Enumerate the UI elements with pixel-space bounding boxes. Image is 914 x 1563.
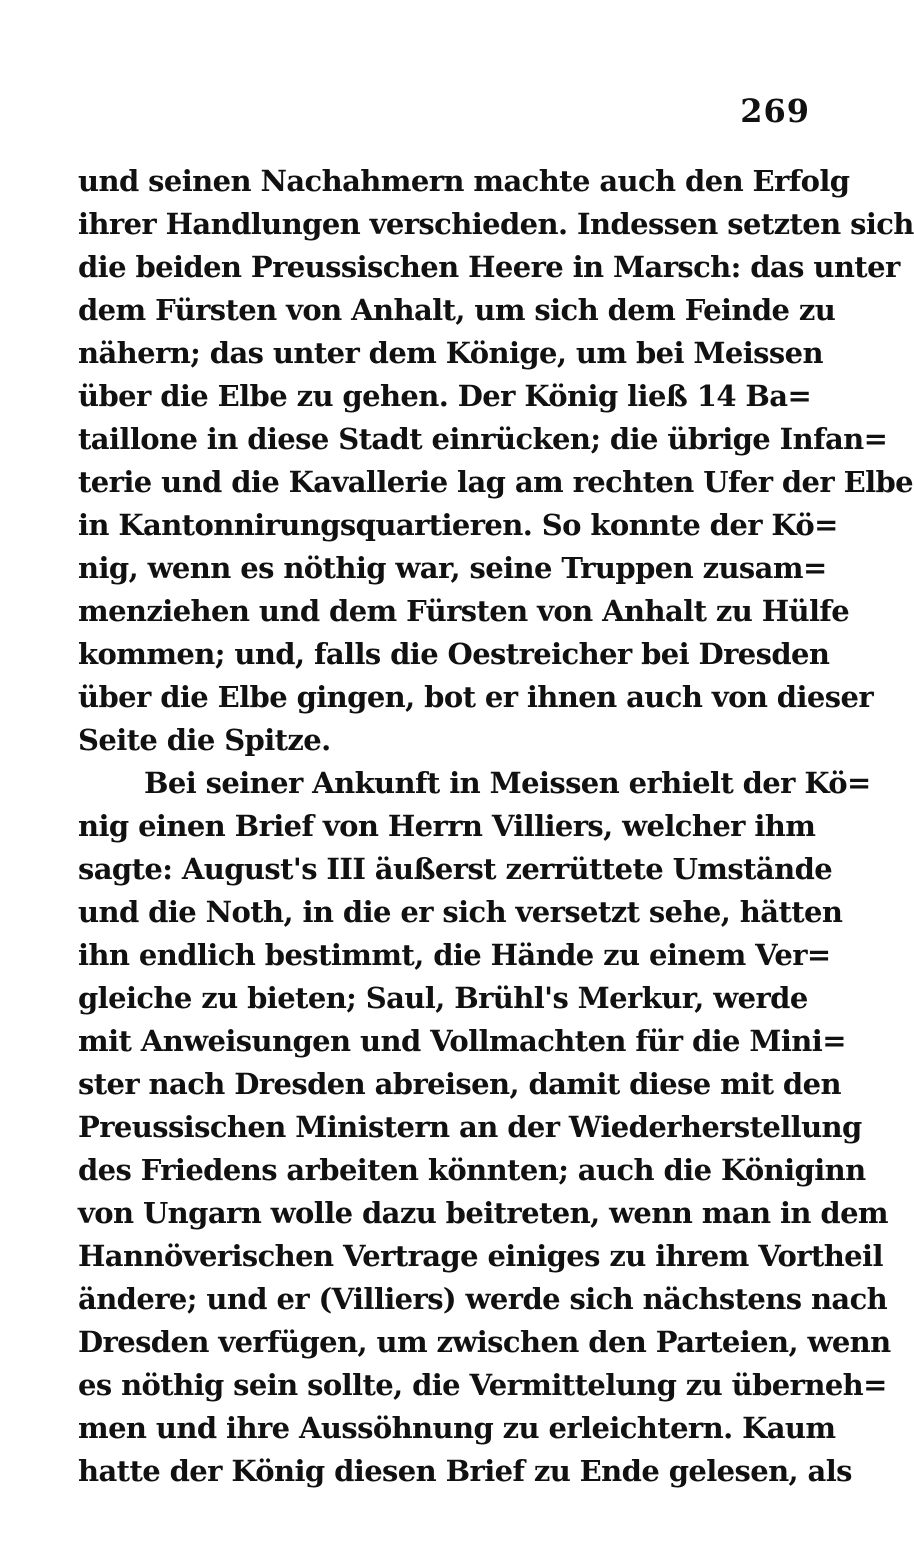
text-line: mit Anweisungen und Vollmachten für die Mini= bbox=[78, 1024, 846, 1058]
body-text bbox=[78, 160, 914, 1493]
text-line: menziehen und dem Fürsten von Anhalt zu Hülfe bbox=[78, 594, 850, 628]
text-line: nähern; das unter dem Könige, um bei Meissen bbox=[78, 336, 823, 370]
text-line: es nöthig sein sollte, die Vermittelung zu überneh= bbox=[78, 1368, 887, 1402]
text-line: taillone in diese Stadt einrücken; die übrige Infan= bbox=[78, 422, 888, 456]
text-line: Hannöverischen Vertrage einiges zu ihrem Vortheil bbox=[78, 1239, 883, 1273]
text-line: Seite die Spitze. bbox=[78, 723, 331, 757]
text-line: ihrer Handlungen verschieden. Indessen setzten sich bbox=[78, 207, 914, 241]
page-number: 269 bbox=[740, 92, 810, 130]
text-line: über die Elbe gingen, bot er ihnen auch von dieser bbox=[78, 680, 873, 714]
text-line: gleiche zu bieten; Saul, Brühl's Merkur, werde bbox=[78, 981, 808, 1015]
text-line: sagte: August's III äußerst zerrüttete Umstände bbox=[78, 852, 833, 886]
text-line: und seinen Nachahmern machte auch den Erfolg bbox=[78, 164, 850, 198]
text-line: ändere; und er (Villiers) werde sich nächstens nach bbox=[78, 1282, 888, 1316]
text-line: ihn endlich bestimmt, die Hände zu einem Ver= bbox=[78, 938, 831, 972]
text-line: des Friedens arbeiten könnten; auch die Königinn bbox=[78, 1153, 866, 1187]
text-line: von Ungarn wolle dazu beitreten, wenn man in dem bbox=[78, 1196, 889, 1230]
text-line: ster nach Dresden abreisen, damit diese mit den bbox=[78, 1067, 841, 1101]
text-line: in Kantonnirungsquartieren. So konnte der Kö= bbox=[78, 508, 838, 542]
text-line: Dresden verfügen, um zwischen den Parteien, wenn bbox=[78, 1325, 891, 1359]
text-line: kommen; und, falls die Oestreicher bei Dresden bbox=[78, 637, 830, 671]
text-line: nig, wenn es nöthig war, seine Truppen zusam= bbox=[78, 551, 827, 585]
text-line: nig einen Brief von Herrn Villiers, welcher ihm bbox=[78, 809, 816, 843]
text-line: dem Fürsten von Anhalt, um sich dem Feinde zu bbox=[78, 293, 836, 327]
text-line: Bei seiner Ankunft in Meissen erhielt der Kö= bbox=[144, 766, 871, 800]
text-line: hatte der König diesen Brief zu Ende gelesen, als bbox=[78, 1454, 852, 1488]
text-line: Preussischen Ministern an der Wiederherstellung bbox=[78, 1110, 862, 1144]
text-line: terie und die Kavallerie lag am rechten Ufer der Elbe bbox=[78, 465, 914, 499]
paragraph-2 bbox=[78, 762, 891, 1493]
text-line: die beiden Preussischen Heere in Marsch: das unter bbox=[78, 250, 900, 284]
text-line: über die Elbe zu gehen. Der König ließ 14 Ba= bbox=[78, 379, 812, 413]
text-line: men und ihre Aussöhnung zu erleichtern. Kaum bbox=[78, 1411, 836, 1445]
text-line: und die Noth, in die er sich versetzt sehe, hätten bbox=[78, 895, 843, 929]
paragraph-1 bbox=[78, 160, 914, 762]
